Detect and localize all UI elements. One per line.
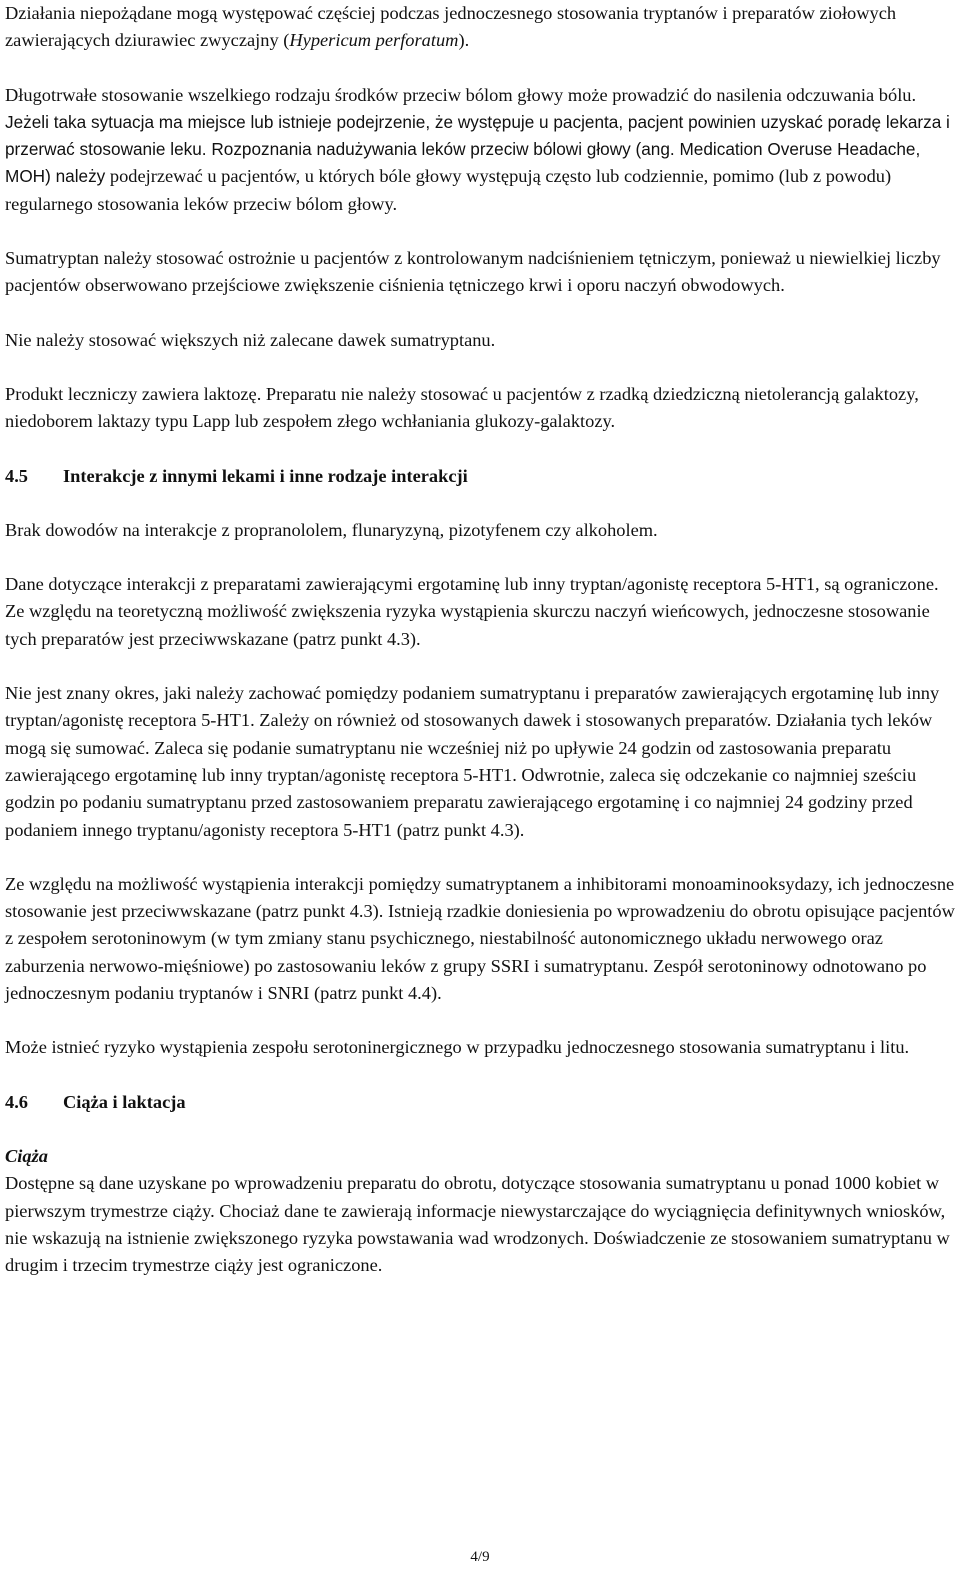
paragraph-lithium: Może istnieć ryzyko wystąpienia zespołu serotoninergicznego w przypadku jednoczesnego stosowania sumatryptanu i litu.: [5, 1037, 910, 1058]
section-title: Ciąża i laktacja: [63, 1091, 186, 1112]
section-heading-4-5: [5, 463, 955, 490]
section-heading-4-6: [5, 1089, 955, 1116]
paragraph-no-evidence: Brak dowodów na interakcje z propranololem, flunaryzyną, pizotyfenem czy alkoholem.: [5, 519, 658, 540]
paragraph-hypertension: Sumatryptan należy stosować ostrożnie u pacjentów z kontrolowanym nadciśnieniem tętniczym, ponieważ u niewielkiej liczby pacjentów obserwowano przejściowe zwiększenie ciśnienia tętniczego krwi i oporu naczyń obwodowych.: [5, 248, 941, 296]
section-number: 4.6: [5, 1091, 28, 1112]
paragraph-text-sans: Jeżeli taka sytuacja ma miejsce lub istnieje podejrzenie, że występuje u pacjenta, pacjent powinien uzyskać poradę lekarza i przerwać stosowanie leku. Rozpoznania nadużywania leków przeciw bólowi głowy (ang. Medication Overuse Headache, MOH) należy: [5, 111, 950, 187]
paragraph-lactose: Produkt leczniczy zawiera laktozę. Preparatu nie należy stosować u pacjentów z rzadką dziedziczną nietolerancją galaktozy, niedoborem laktazy typu Lapp lub zespołem złego wchłaniania glukozy-galaktozy.: [5, 383, 919, 432]
paragraph-hypericum: [5, 0, 955, 55]
document-page: [5, 0, 955, 1279]
latin-name: Hypericum perforatum: [289, 30, 459, 51]
paragraph-text: Długotrwałe stosowanie wszelkiego rodzaju środków przeciw bólom głowy może prowadzić do nasilenia odczuwania bólu.: [5, 84, 917, 105]
paragraph-text: Działania niepożądane mogą występować częściej podczas jednoczesnego stosowania tryptanów i preparatów ziołowych zawierających dziurawiec zwyczajny (: [5, 3, 897, 51]
section-title: Interakcje z innymi lekami i inne rodzaje interakcji: [63, 465, 468, 486]
paragraph-interval: Nie jest znany okres, jaki należy zachować pomiędzy podaniem sumatryptanu i preparatów zawierających ergotaminę lub inny tryptan/agonistę receptora 5-HT1. Zależy on również od stosowanych dawek i stosowanych preparatów. Działania tych leków mogą się sumować. Zaleca się podanie sumatryptanu nie wcześniej niż po upływie 24 godzin od zastosowania preparatu zawierającego ergotaminę lub inny tryptan/agonistę receptora 5-HT1. Odwrotnie, zaleca się odczekanie co najmniej sześciu godzin po podaniu sumatryptanu przed zastosowaniem preparatu zawierającego ergotaminę i co najmniej 24 godziny przed podaniem innego tryptanu/agonisty receptora 5-HT1 (patrz punkt 4.3).: [5, 683, 940, 840]
paragraph-dose: Nie należy stosować większych niż zalecane dawek sumatryptanu.: [5, 329, 496, 350]
section-number: 4.5: [5, 465, 28, 486]
page-number: 4/9: [470, 1549, 490, 1565]
paragraph-pregnancy: Dostępne są dane uzyskane po wprowadzeniu preparatu do obrotu, dotyczące stosowania sumatryptanu u ponad 1000 kobiet w pierwszym trymestrze ciąży. Chociaż dane te zawierają informacje niewystarczające do wyciągnięcia definitywnych wniosków, nie wskazują na istnienie zwiększonego ryzyka powstawania wad wrodzonych. Doświadczenie ze stosowaniem sumatryptanu w drugim i trzecim trymestrze ciąży jest ograniczone.: [5, 1173, 950, 1276]
paragraph-moh: [5, 82, 955, 218]
paragraph-maoi: Ze względu na możliwość wystąpienia interakcji pomiędzy sumatryptanem a inhibitorami monoaminooksydazy, ich jednoczesne stosowanie jest przeciwwskazane (patrz punkt 4.3). Istnieją rzadkie doniesienia po wprowadzeniu do obrotu opisujące pacjentów z zespołem serotoninowym (w tym zmiany stanu psychicznego, niestabilność autonomicznego układu nerwowego oraz zaburzenia nerwowo-mięśniowe) po zastosowaniu leków z grupy SSRI i sumatryptanu. Zespół serotoninowy odnotowano po jednoczesnym podaniu tryptanów i SNRI (patrz punkt 4.4).: [5, 873, 955, 1004]
subheading-pregnancy: Ciąża: [5, 1145, 48, 1166]
paragraph-text: ).: [458, 30, 470, 51]
paragraph-ergotamine: Dane dotyczące interakcji z preparatami zawierającymi ergotaminę lub inny tryptan/agonistę receptora 5-HT1, są ograniczone. Ze względu na teoretyczną możliwość zwiększenia ryzyka wystąpienia skurczu naczyń wieńcowych, jednoczesne stosowanie tych preparatów jest przeciwwskazane (patrz punkt 4.3).: [5, 574, 939, 649]
paragraph-text: podejrzewać u pacjentów, u których bóle głowy występują często lub codziennie, pomimo (lub z powodu) regularnego stosowania leków przeciw bólom głowy.: [5, 166, 892, 214]
